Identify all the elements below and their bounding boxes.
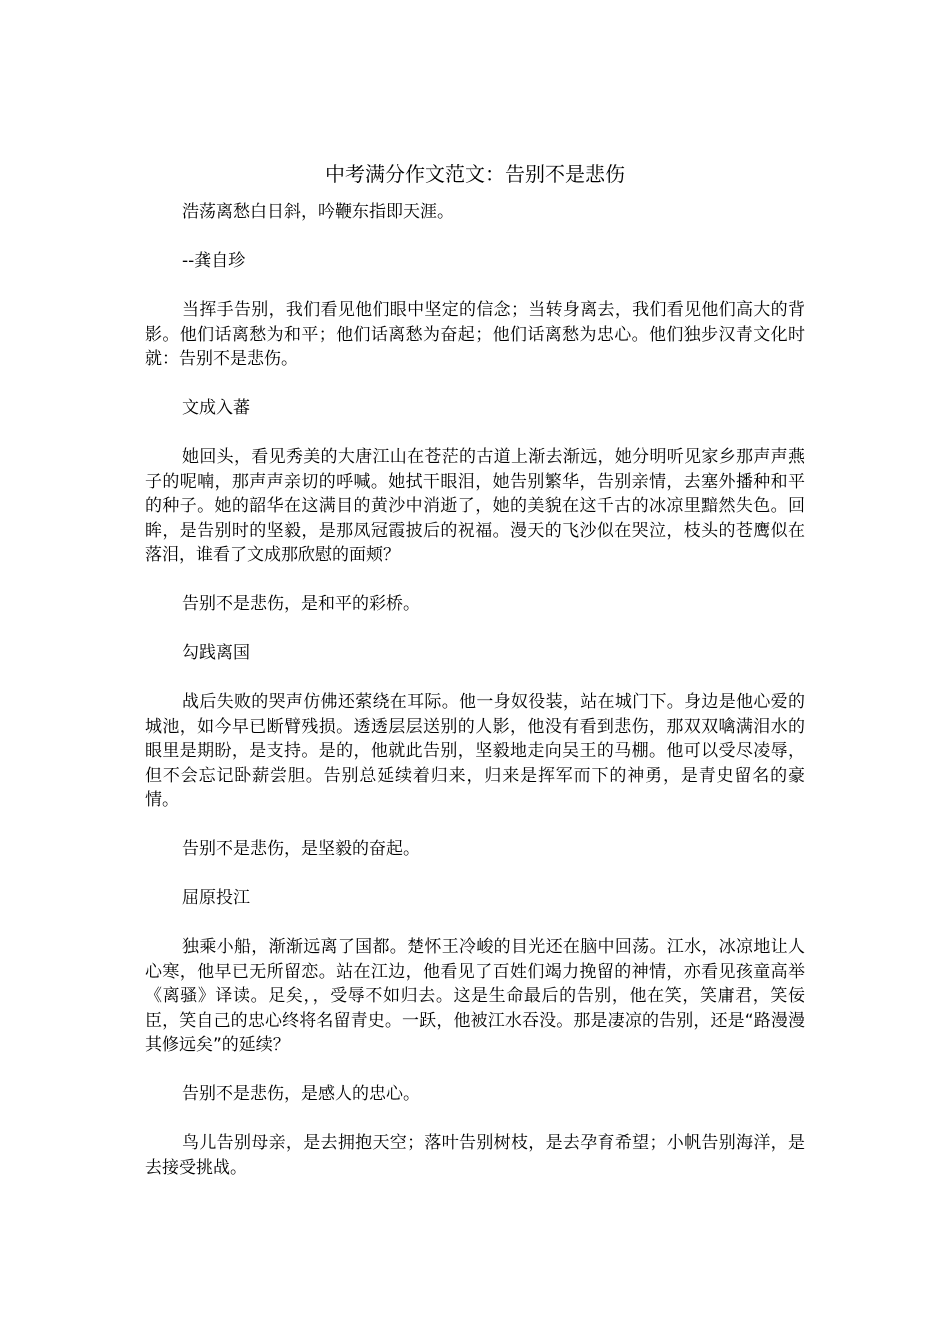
epigraph-line: 浩荡离愁白日斜，吟鞭东指即天涯。 bbox=[182, 202, 454, 222]
wencheng-paragraph: 她回头，看见秀美的大唐江山在苍茫的古道上渐去渐远，她分明听见家乡那声声燕子的呢喃，那声声亲切的呼喊。她拭干眼泪，她告别繁华，告别亲情，去塞外播种和平的种子。她的韶华在这满目的黄沙中消逝了，她的美貌在这千古的冰凉里黯然失色。回眸，是告别时的坚毅，是那凤冠霞披后的祝福。漫天的飞沙似在哭泣，枝头的苍鹰似在落泪，谁看了文成那欣慰的面颊？ bbox=[145, 447, 805, 565]
quyuan-paragraph: 独乘小船，渐渐远离了国都。楚怀王冷峻的目光还在脑中回荡。江水，冰凉地让人心寒，他早已无所留恋。站在江边，他看见了百姓们竭力挽留的神情，亦看见孩童高举《离骚》译读。足矣，，受辱不如归去。这是生命最后的告别，他在笑，笑庸君，笑佞臣，笑自己的忠心终将名留青史。一跃，他被江水吞没。那是凄凉的告别，还是“路漫漫其修远矣”的延续？ bbox=[145, 937, 805, 1055]
section-heading-goujian: 勾践离国 bbox=[182, 643, 250, 663]
conclusion-peace: 告别不是悲伤，是和平的彩桥。 bbox=[182, 594, 420, 614]
goujian-paragraph: 战后失败的哭声仿佛还萦绕在耳际。他一身奴役装，站在城门下。身边是他心爱的城池，如今早已断臂残损。透透层层送别的人影，他没有看到悲伤，那双双噙满泪水的眼里是期盼，是支持。是的，他就此告别，坚毅地走向吴王的马棚。他可以受尽凌辱，但不会忘记卧薪尝胆。告别总延续着归来，归来是挥军而下的神勇，是青史留名的豪情。 bbox=[145, 692, 805, 810]
intro-paragraph: 当挥手告别，我们看见他们眼中坚定的信念；当转身离去，我们看见他们高大的背影。他们话离愁为和平；他们话离愁为奋起；他们话离愁为忠心。他们独步汉青文化时就：告别不是悲伤。 bbox=[145, 300, 805, 369]
closing-paragraph: 鸟儿告别母亲，是去拥抱天空；落叶告别树枝，是去孕育希望；小帆告别海洋，是去接受挑战。 bbox=[145, 1133, 805, 1178]
section-heading-quyuan: 屈原投江 bbox=[182, 888, 250, 908]
document-body bbox=[145, 200, 805, 1180]
conclusion-loyalty: 告别不是悲伤，是感人的忠心。 bbox=[182, 1084, 420, 1104]
conclusion-resolve: 告别不是悲伤，是坚毅的奋起。 bbox=[182, 839, 420, 859]
epigraph-author: --龚自珍 bbox=[182, 251, 246, 271]
document-title: 中考满分作文范文：告别不是悲伤 bbox=[325, 162, 625, 186]
section-heading-wencheng: 文成入蕃 bbox=[182, 398, 250, 418]
document-page bbox=[145, 160, 805, 1180]
